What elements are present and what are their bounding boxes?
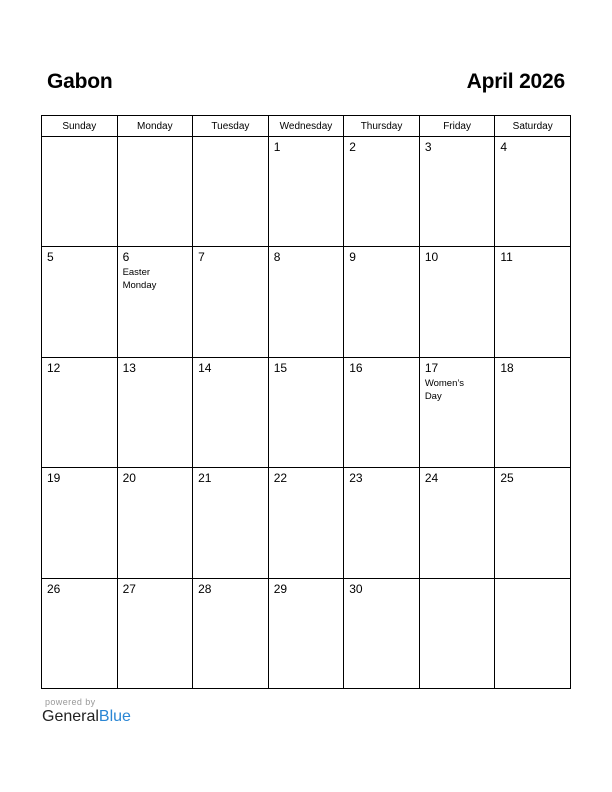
week-row: [42, 468, 571, 578]
day-number: 20: [122, 471, 136, 486]
day-cell: [268, 357, 344, 467]
day-cell: [344, 468, 420, 578]
generalblue-logo[interactable]: [42, 708, 131, 726]
weekday-header: Tuesday: [193, 116, 269, 137]
day-cell: [419, 247, 495, 357]
day-number: 13: [122, 360, 136, 375]
day-number: 4: [500, 140, 508, 154]
weekday-header-row: [42, 116, 571, 137]
day-cell: [495, 247, 571, 357]
week-row: [42, 357, 571, 467]
day-cell: [344, 137, 420, 247]
week-row: [42, 137, 571, 247]
day-number: 11: [500, 250, 513, 265]
weekday-header: Thursday: [344, 116, 420, 137]
day-number: 15: [273, 360, 288, 375]
day-cell: [495, 137, 571, 247]
day-number: 5: [47, 250, 54, 265]
day-number: 28: [198, 581, 212, 596]
day-number: 16: [349, 360, 363, 375]
footer-branding: [42, 697, 131, 726]
calendar-grid: [41, 115, 571, 689]
day-cell: [117, 247, 193, 357]
day-number: 30: [349, 581, 363, 596]
day-cell: [193, 468, 269, 578]
day-number: 18: [500, 360, 514, 375]
week-row: [42, 247, 571, 357]
day-number: 17: [424, 360, 439, 375]
day-number: 8: [273, 250, 281, 265]
day-cell: [495, 468, 571, 578]
day-cell: [42, 247, 118, 357]
day-number: 19: [47, 471, 61, 486]
week-row: [42, 578, 571, 688]
day-number: 2: [349, 140, 356, 154]
day-cell: [495, 357, 571, 467]
empty-day-cell: [193, 137, 269, 247]
day-number: 14: [198, 360, 212, 375]
day-number: 29: [273, 581, 288, 596]
day-cell: [117, 357, 193, 467]
day-number: 27: [122, 581, 136, 596]
weekday-header: Saturday: [495, 116, 571, 137]
day-cell: [419, 357, 495, 467]
day-cell: [344, 578, 420, 688]
day-number: 22: [273, 471, 288, 486]
holiday-label: Women’s Day: [424, 377, 465, 402]
day-number: 26: [47, 581, 61, 596]
day-number: 3: [424, 140, 432, 154]
day-cell: [117, 578, 193, 688]
brand-general-text: General: [42, 708, 99, 725]
day-cell: [419, 137, 495, 247]
day-number: 21: [198, 471, 212, 486]
day-number: 23: [349, 471, 363, 486]
day-cell: [268, 578, 344, 688]
day-cell: [268, 247, 344, 357]
day-cell: [42, 357, 118, 467]
empty-day-cell: [117, 137, 193, 247]
powered-by-label: powered by: [45, 697, 96, 707]
day-number: 9: [349, 250, 356, 265]
day-cell: [42, 468, 118, 578]
empty-day-cell: [495, 578, 571, 688]
day-cell: [268, 468, 344, 578]
weekday-header: Friday: [419, 116, 495, 137]
day-cell: [419, 468, 495, 578]
weekday-header: Sunday: [42, 116, 118, 137]
day-cell: [42, 578, 118, 688]
day-cell: [268, 137, 344, 247]
day-cell: [193, 578, 269, 688]
day-number: 6: [122, 250, 130, 265]
day-number: 24: [424, 471, 439, 486]
day-cell: [193, 357, 269, 467]
day-number: 7: [198, 250, 205, 265]
day-number: 25: [500, 471, 514, 486]
day-number: 12: [47, 360, 61, 375]
empty-day-cell: [419, 578, 495, 688]
day-cell: [117, 468, 193, 578]
empty-day-cell: [42, 137, 118, 247]
holiday-label: Easter Monday: [122, 267, 157, 292]
day-cell: [344, 247, 420, 357]
month-year-title: April 2026: [466, 70, 565, 93]
brand-blue-text: Blue: [98, 708, 131, 725]
day-cell: [193, 247, 269, 357]
day-number: 10: [424, 250, 439, 265]
weekday-header: Monday: [117, 116, 193, 137]
country-title: Gabon: [47, 70, 113, 93]
day-number: 1: [273, 140, 281, 154]
weekday-header: Wednesday: [268, 116, 344, 137]
day-cell: [344, 357, 420, 467]
